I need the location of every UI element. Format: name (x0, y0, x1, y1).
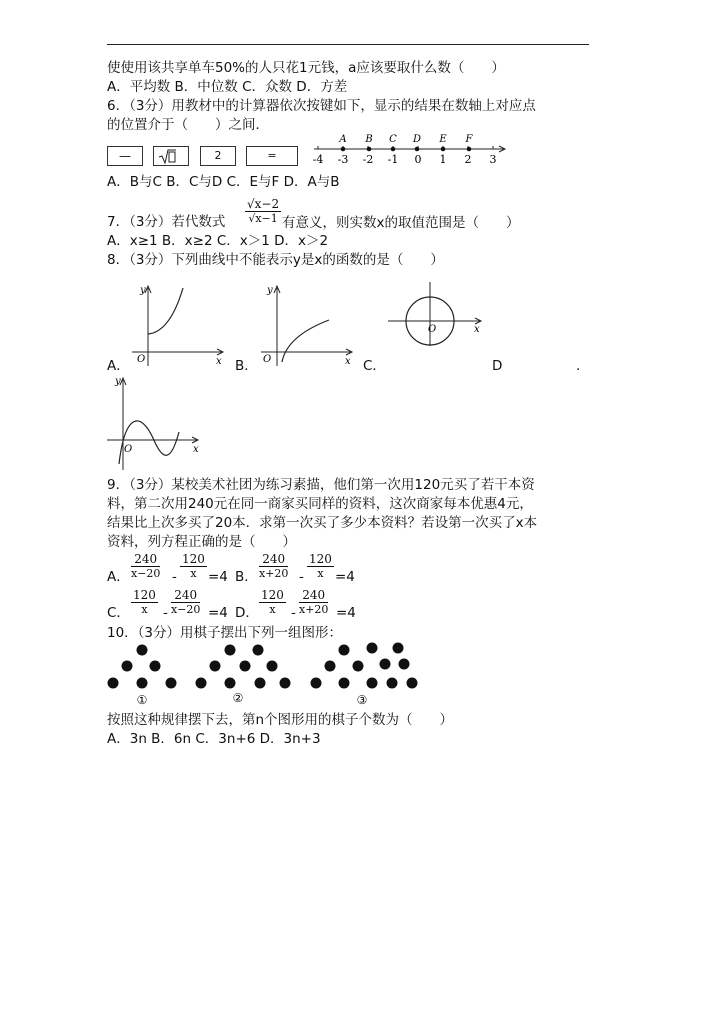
graph-c (386, 280, 486, 350)
calc-key-equals-label: = (267, 149, 277, 162)
q9-stem-line1: 9．（3分）某校美术社团为练习素描，他们第一次用120元买了若干本资 (107, 477, 535, 493)
point-label: C (389, 134, 397, 145)
q9-opt-c-op: - (163, 605, 168, 621)
frac-den: x (317, 567, 324, 580)
point-label: F (465, 134, 473, 145)
calc-key-2-label: 2 (214, 149, 222, 162)
q10-rule: 按照这种规律摆下去，第n个图形用的棋子个数为（ ） (107, 712, 454, 728)
frac-den: x+20 (299, 603, 329, 616)
tick-label: -2 (362, 153, 374, 166)
q6-stem-line2: 的位置介于（ ）之间． (107, 117, 269, 133)
frac-num: 240 (131, 552, 160, 567)
frac-den: x (190, 567, 197, 580)
figure-label-3: ③ (356, 693, 368, 707)
tick-label: 1 (439, 153, 447, 166)
point-label: B (365, 134, 373, 145)
q7-frac-num: √x−2 (247, 197, 280, 211)
top-rule (107, 44, 589, 45)
tick-label: -3 (337, 153, 349, 166)
frac-num: 240 (259, 552, 288, 567)
origin-label: O (124, 444, 133, 455)
q9-opt-d-eq: =4 (336, 605, 356, 621)
figure-label-2: ② (232, 691, 244, 705)
q10-stem: 10．（3分）用棋子摆出下列一组图形： (107, 625, 343, 641)
figure-2 (196, 645, 291, 689)
q9-stem-line3: 结果比上次多买了20本．求第一次买了多少本资料？若设第一次买了x本 (107, 515, 538, 531)
q9-opt-c-eq: =4 (208, 605, 228, 621)
frac-num: 120 (182, 552, 205, 566)
point-label: E (439, 134, 447, 145)
figure-3 (311, 643, 418, 689)
q9-opt-c-frac2 (171, 588, 200, 617)
frac-num: 120 (133, 588, 156, 602)
q9-opt-a-label: A． (107, 569, 130, 585)
q7-fraction (245, 197, 281, 226)
calc-key-2 (200, 146, 236, 166)
q9-opt-b-eq: =4 (335, 569, 355, 585)
point-label: A (339, 134, 347, 145)
frac-den: x+20 (259, 567, 289, 580)
calc-key-minus-label: — (119, 149, 131, 163)
frac-den: x−20 (131, 567, 161, 580)
frac-num: 240 (171, 588, 200, 603)
tick-label: 0 (414, 153, 422, 166)
graph-a (128, 282, 226, 368)
q8-label-d: D (492, 358, 503, 374)
frac-den: x (269, 603, 276, 616)
frac-num: 120 (261, 588, 284, 602)
q7-stem-post: 有意义，则实数x的取值范围是（ ） (282, 215, 520, 231)
q5-stem: 使使用该共享单车50%的人只花1元钱，a应该要取什么数（ ） (107, 60, 505, 76)
q9-stem-line2: 料，第二次用240元在同一商家买同样的资料，这次商家每本优惠4元， (107, 496, 533, 512)
q9-opt-d-frac1 (259, 588, 286, 617)
graph-b (257, 282, 355, 368)
origin-label: O (137, 354, 146, 365)
q7-stem-pre: 7．（3分）若代数式 (107, 214, 226, 230)
frac-den: x−20 (171, 603, 201, 616)
axis-x-label: x (193, 444, 199, 455)
q6-stem-line1: 6．（3分）用教材中的计算器依次按键如下，显示的结果在数轴上对应点 (107, 98, 536, 114)
q9-opt-b-op: - (299, 569, 304, 585)
number-line (306, 130, 512, 170)
axis-x-label: x (345, 356, 351, 367)
frac-den: x (141, 603, 148, 616)
origin-label: O (428, 324, 437, 335)
q10-options: A．3n B．6n C．3n+6 D．3n+3 (107, 731, 321, 747)
chess-pattern-figures (100, 638, 430, 710)
q9-opt-b-frac1 (259, 552, 288, 581)
q9-opt-c-label: C． (107, 605, 130, 621)
q9-opt-d-op: - (291, 605, 296, 621)
point-label: D (412, 134, 422, 145)
q9-opt-d-label: D． (235, 605, 259, 621)
q9-opt-a-op: - (172, 569, 177, 585)
tick-label: -4 (312, 153, 324, 166)
q8-label-b: B． (235, 358, 258, 374)
calc-key-equals (246, 146, 298, 166)
q8-label-a: A． (107, 358, 130, 374)
q5-options: A．平均数 B．中位数 C．众数 D．方差 (107, 79, 348, 95)
calc-key-sqrt (153, 146, 189, 166)
tick-label: -1 (387, 153, 399, 166)
q8-label-c: C． (363, 358, 386, 374)
q9-opt-b-label: B． (235, 569, 258, 585)
q9-opt-c-frac1 (131, 588, 158, 617)
figure-label-1: ① (136, 693, 148, 707)
axis-x-label: x (216, 356, 222, 367)
figure-1 (108, 645, 177, 689)
tick-label: 3 (489, 153, 497, 166)
q7-frac-den: √x−1 (248, 212, 278, 225)
q9-opt-a-frac2 (180, 552, 207, 581)
axis-y-label: y (115, 376, 121, 387)
q9-opt-a-eq: =4 (208, 569, 228, 585)
origin-label: O (263, 354, 272, 365)
q8-label-period: . (576, 358, 581, 374)
axis-y-label: y (267, 285, 273, 296)
axis-x-label: x (474, 324, 480, 335)
calc-key-minus (107, 146, 143, 166)
graph-d (107, 372, 205, 472)
tick-label: 2 (464, 153, 472, 166)
q9-opt-b-frac2 (307, 552, 334, 581)
q7-options: A．x≥1 B．x≥2 C．x＞1 D．x＞2 (107, 233, 329, 249)
q9-stem-line4: 资料，列方程正确的是（ ） (107, 534, 296, 550)
sqrt-icon (154, 147, 188, 165)
frac-num: 120 (309, 552, 332, 566)
frac-num: 240 (299, 588, 328, 603)
q6-options: A．B与C B．C与D C．E与F D．A与B (107, 174, 340, 190)
q9-opt-d-frac2 (299, 588, 328, 617)
axis-y-label: y (140, 285, 146, 296)
q8-stem: 8．（3分）下列曲线中不能表示y是x的函数的是（ ） (107, 252, 444, 268)
q9-opt-a-frac1 (131, 552, 160, 581)
